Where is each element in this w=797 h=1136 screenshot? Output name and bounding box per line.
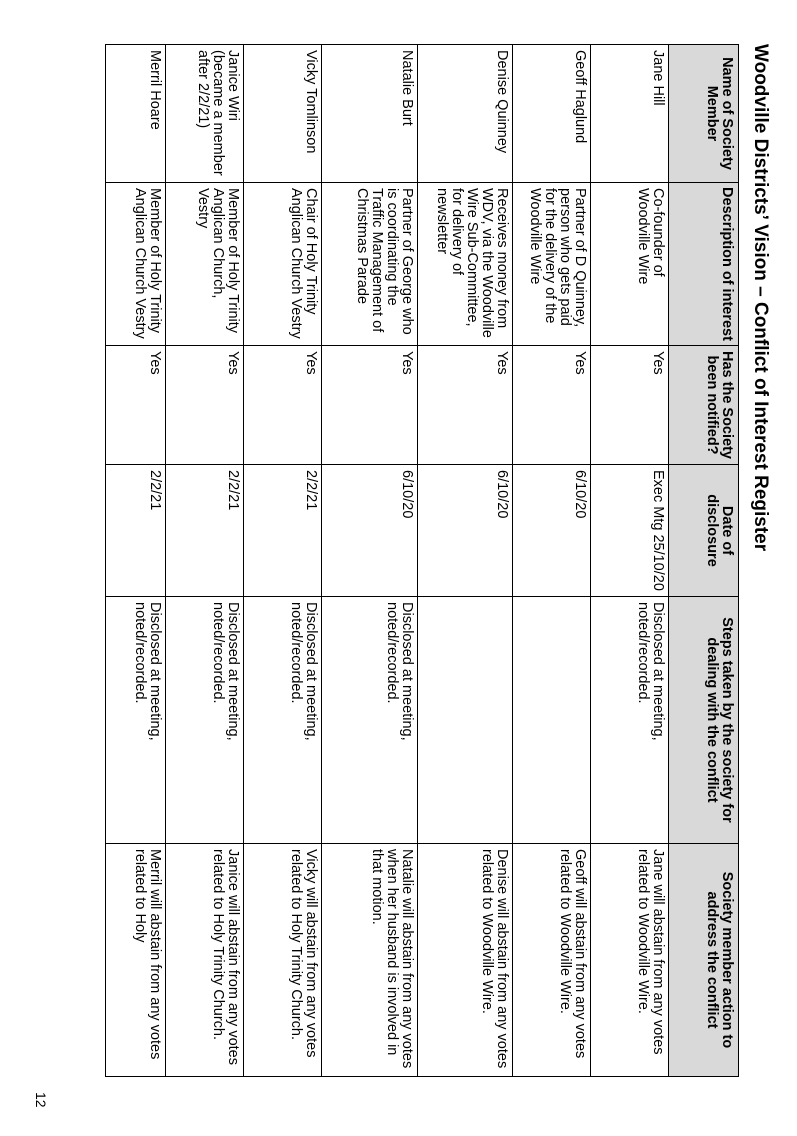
table-row bbox=[244, 45, 322, 1077]
table-cell: Merril Hoare bbox=[106, 45, 166, 183]
table-cell: Partner of D Quinney, person who gets paid for the delivery of the Woodville Wire bbox=[513, 183, 591, 346]
table-cell: Partner of George who is coordinating the Traffic Management of Christmas Parade bbox=[322, 183, 418, 346]
table-cell: 2/2/21 bbox=[244, 465, 322, 597]
table-cell: 6/10/20 bbox=[513, 465, 591, 597]
table-cell: Disclosed at meeting, noted/recorded. bbox=[322, 597, 418, 844]
column-header: Society member action to address the conflict bbox=[669, 844, 739, 1077]
table-cell: Yes bbox=[106, 346, 166, 465]
table-cell: 6/10/20 bbox=[418, 465, 513, 597]
table-cell: Yes bbox=[591, 346, 669, 465]
table-cell: Vicky will abstain from any votes related to Holy Trinity Church. bbox=[244, 844, 322, 1077]
table-cell: Receives money from WDV, via the Woodville Wire Sub-Committee, for delivery of newsletter bbox=[418, 183, 513, 346]
table-cell: Exec Mtg 25/10/20 bbox=[591, 465, 669, 597]
table-cell: Yes bbox=[244, 346, 322, 465]
table-cell: Janice will abstain from any votes related to Holy Trinity Church. bbox=[166, 844, 244, 1077]
table-cell: Denise will abstain from any votes related to Woodville Wire. bbox=[418, 844, 513, 1077]
table-cell: Jane will abstain from any votes related to Woodville Wire. bbox=[591, 844, 669, 1077]
table-cell: Yes bbox=[322, 346, 418, 465]
column-header: Description of interest bbox=[669, 183, 739, 346]
page-title: Woodville Districts’ Vision – Conflict of Interest Register bbox=[750, 44, 771, 552]
table-cell: Disclosed at meeting, noted/recorded. bbox=[106, 597, 166, 844]
table-cell: Merril will abstain from any votes related to Holy bbox=[106, 844, 166, 1077]
table-cell: Geoff will abstain from any votes related to Woodville Wire. bbox=[513, 844, 591, 1077]
table-cell: Yes bbox=[513, 346, 591, 465]
table-row bbox=[106, 45, 166, 1077]
table-row bbox=[591, 45, 669, 1077]
table-cell: Natalie will abstain from any votes when her husband is involved in that motion. bbox=[322, 844, 418, 1077]
table-row bbox=[513, 45, 591, 1077]
table-cell bbox=[513, 597, 591, 844]
table-cell: Geoff Haglund bbox=[513, 45, 591, 183]
table-cell: Jane Hill bbox=[591, 45, 669, 183]
table-cell: Janice Wiri (became a member after 2/2/21) bbox=[166, 45, 244, 183]
table-row bbox=[166, 45, 244, 1077]
column-header: Has the Society been notified? bbox=[669, 346, 739, 465]
table-cell: Member of Holy Trinity Anglican Church Vestry bbox=[106, 183, 166, 346]
conflict-register-table bbox=[105, 44, 739, 1077]
table-cell: Vicky Tomlinson bbox=[244, 45, 322, 183]
table-cell: Yes bbox=[418, 346, 513, 465]
table-cell: 6/10/20 bbox=[322, 465, 418, 597]
table-cell: Member of Holy Trinity Anglican Church, Vestry bbox=[166, 183, 244, 346]
table-cell: Disclosed at meeting, noted/recorded. bbox=[244, 597, 322, 844]
column-header: Name of Society Member bbox=[669, 45, 739, 183]
table-cell: Chair of Holy Trinity Anglican Church Vestry bbox=[244, 183, 322, 346]
table-cell: 2/2/21 bbox=[166, 465, 244, 597]
table-cell bbox=[418, 597, 513, 844]
table-cell: Denise Quinney bbox=[418, 45, 513, 183]
table-row bbox=[418, 45, 513, 1077]
table-cell: Disclosed at meeting, noted/recorded. bbox=[591, 597, 669, 844]
table-cell: Co-founder of Woodville Wire bbox=[591, 183, 669, 346]
column-header: Date of disclosure bbox=[669, 465, 739, 597]
table-cell: Disclosed at meeting, noted/recorded. bbox=[166, 597, 244, 844]
table-cell: Natalie Burt bbox=[322, 45, 418, 183]
table-row bbox=[322, 45, 418, 1077]
table-cell: Yes bbox=[166, 346, 244, 465]
page-number: 12 bbox=[33, 1092, 49, 1108]
column-header: Steps taken by the society for dealing with the conflict bbox=[669, 597, 739, 844]
table-header-row bbox=[669, 45, 739, 1077]
table-cell: 2/2/21 bbox=[106, 465, 166, 597]
